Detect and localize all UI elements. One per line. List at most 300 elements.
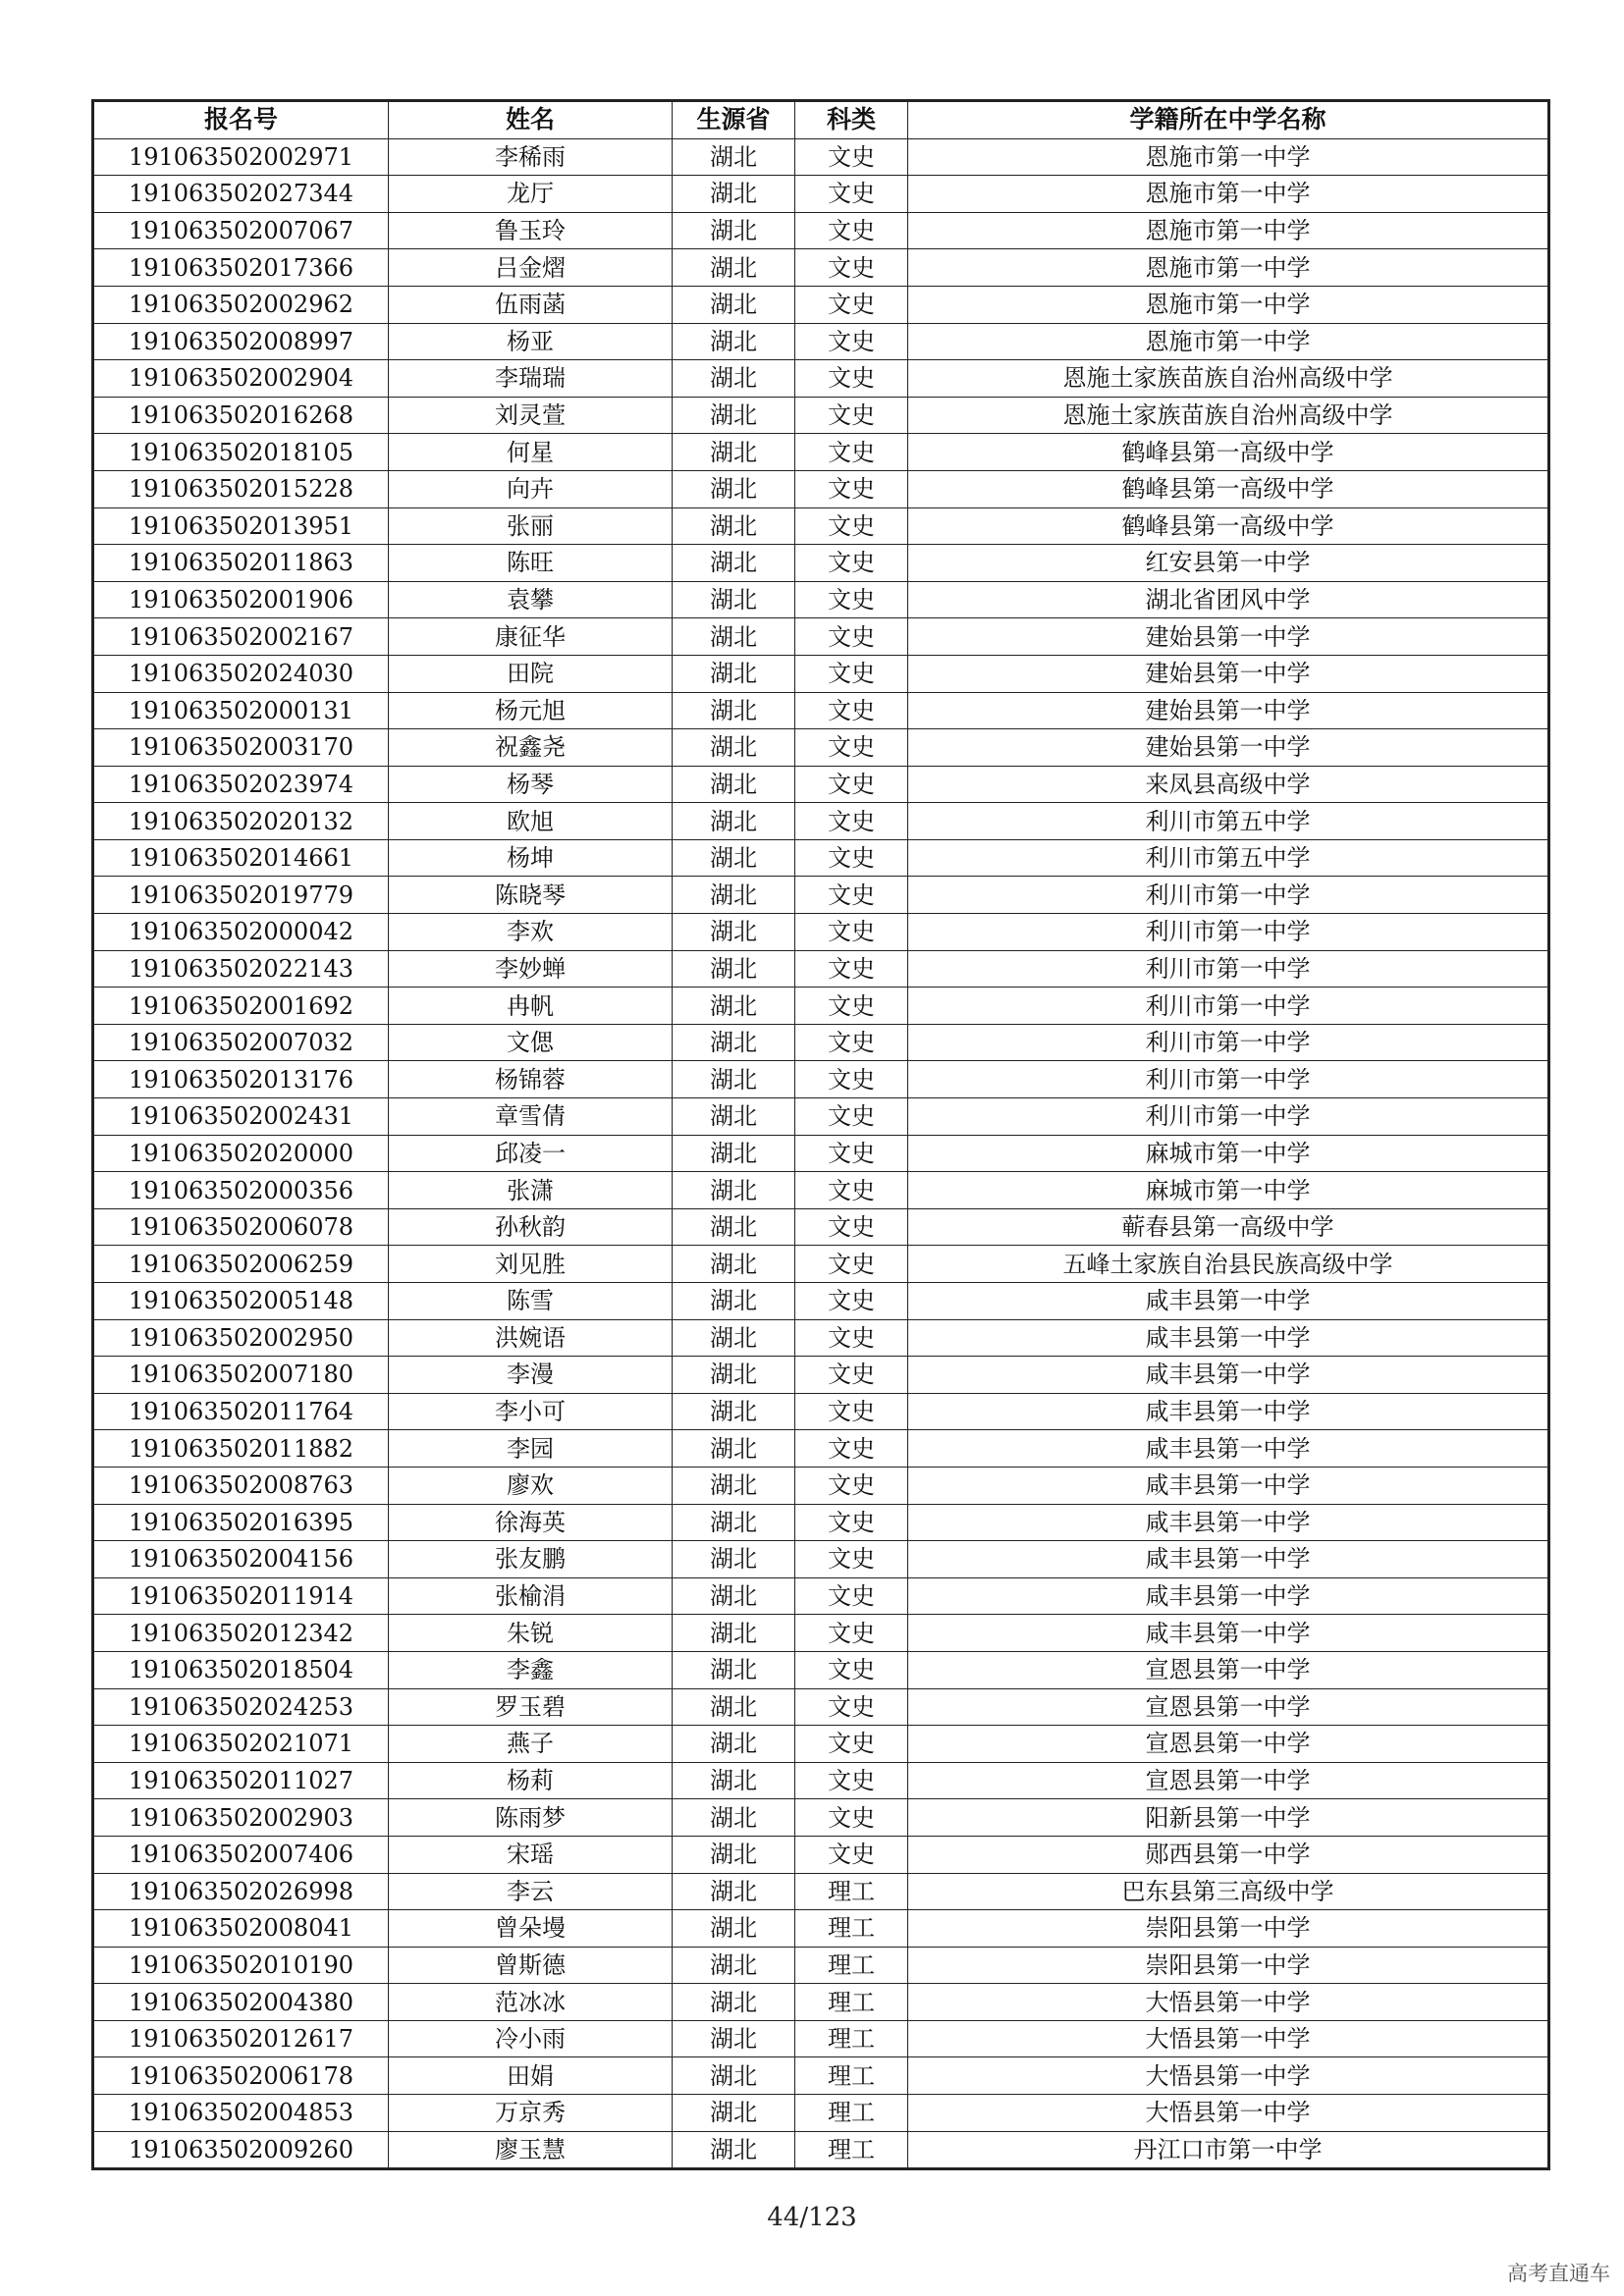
cell-name: 李小可	[389, 1393, 673, 1430]
cell-school: 咸丰县第一中学	[908, 1467, 1549, 1504]
cell-registration-number: 191063502014661	[93, 839, 389, 877]
table-row	[93, 581, 1549, 618]
cell-category: 文史	[795, 397, 908, 434]
table-row	[93, 1430, 1549, 1468]
cell-school: 咸丰县第一中学	[908, 1283, 1549, 1320]
cell-school: 恩施市第一中学	[908, 138, 1549, 176]
cell-category: 文史	[795, 1357, 908, 1394]
cell-name: 伍雨菡	[389, 286, 673, 323]
table-row	[93, 2131, 1549, 2169]
cell-name: 张榆涓	[389, 1577, 673, 1615]
cell-registration-number: 191063502004156	[93, 1541, 389, 1578]
cell-school: 利川市第五中学	[908, 803, 1549, 840]
cell-school: 利川市第一中学	[908, 950, 1549, 988]
cell-registration-number: 191063502024253	[93, 1688, 389, 1726]
header-school: 学籍所在中学名称	[908, 101, 1549, 139]
table-row	[93, 1541, 1549, 1578]
cell-registration-number: 191063502021071	[93, 1726, 389, 1763]
cell-category: 文史	[795, 1283, 908, 1320]
cell-registration-number: 191063502016268	[93, 397, 389, 434]
cell-registration-number: 191063502002962	[93, 286, 389, 323]
cell-registration-number: 191063502017366	[93, 249, 389, 287]
cell-province: 湖北	[673, 1577, 795, 1615]
cell-name: 杨元旭	[389, 692, 673, 729]
cell-province: 湖北	[673, 2057, 795, 2095]
table-row	[93, 988, 1549, 1025]
cell-registration-number: 191063502018504	[93, 1651, 389, 1688]
cell-province: 湖北	[673, 176, 795, 213]
cell-category: 文史	[795, 655, 908, 692]
cell-category: 文史	[795, 1172, 908, 1209]
cell-province: 湖北	[673, 1283, 795, 1320]
cell-registration-number: 191063502002167	[93, 618, 389, 656]
cell-school: 巴东县第三高级中学	[908, 1873, 1549, 1910]
cell-category: 文史	[795, 766, 908, 803]
cell-category: 文史	[795, 434, 908, 471]
header-name: 姓名	[389, 101, 673, 139]
cell-name: 李云	[389, 1873, 673, 1910]
cell-school: 恩施土家族苗族自治州高级中学	[908, 397, 1549, 434]
cell-province: 湖北	[673, 360, 795, 398]
cell-category: 文史	[795, 507, 908, 545]
cell-name: 李妙蝉	[389, 950, 673, 988]
cell-school: 崇阳县第一中学	[908, 1947, 1549, 1984]
table-row	[93, 1135, 1549, 1172]
cell-school: 咸丰县第一中学	[908, 1541, 1549, 1578]
cell-registration-number: 191063502008763	[93, 1467, 389, 1504]
table-row	[93, 1984, 1549, 2021]
table-header	[93, 101, 1549, 139]
cell-name: 陈旺	[389, 545, 673, 582]
table-row	[93, 212, 1549, 249]
table-row	[93, 1910, 1549, 1948]
cell-school: 宣恩县第一中学	[908, 1651, 1549, 1688]
cell-name: 欧旭	[389, 803, 673, 840]
cell-province: 湖北	[673, 286, 795, 323]
cell-province: 湖北	[673, 877, 795, 914]
cell-registration-number: 191063502011764	[93, 1393, 389, 1430]
cell-registration-number: 191063502022143	[93, 950, 389, 988]
header-row	[93, 101, 1549, 139]
cell-name: 曾朵墁	[389, 1910, 673, 1948]
cell-province: 湖北	[673, 988, 795, 1025]
table-row	[93, 655, 1549, 692]
table-row	[93, 1467, 1549, 1504]
cell-registration-number: 191063502004380	[93, 1984, 389, 2021]
cell-province: 湖北	[673, 1541, 795, 1578]
cell-registration-number: 191063502009260	[93, 2131, 389, 2169]
cell-school: 宣恩县第一中学	[908, 1688, 1549, 1726]
cell-province: 湖北	[673, 1246, 795, 1283]
cell-name: 袁攀	[389, 581, 673, 618]
cell-name: 朱锐	[389, 1615, 673, 1652]
cell-category: 文史	[795, 1393, 908, 1430]
table-row	[93, 1246, 1549, 1283]
cell-province: 湖北	[673, 2095, 795, 2132]
cell-category: 理工	[795, 1910, 908, 1948]
cell-registration-number: 191063502011863	[93, 545, 389, 582]
cell-name: 陈雪	[389, 1283, 673, 1320]
cell-category: 理工	[795, 2095, 908, 2132]
cell-registration-number: 191063502024030	[93, 655, 389, 692]
cell-province: 湖北	[673, 323, 795, 360]
table-row	[93, 545, 1549, 582]
cell-name: 张友鹏	[389, 1541, 673, 1578]
cell-school: 利川市第一中学	[908, 877, 1549, 914]
cell-category: 文史	[795, 692, 908, 729]
cell-province: 湖北	[673, 138, 795, 176]
cell-category: 理工	[795, 2057, 908, 2095]
cell-category: 理工	[795, 1873, 908, 1910]
cell-registration-number: 191063502006178	[93, 2057, 389, 2095]
cell-registration-number: 191063502002904	[93, 360, 389, 398]
cell-school: 蕲春县第一高级中学	[908, 1208, 1549, 1246]
cell-name: 杨琴	[389, 766, 673, 803]
cell-school: 建始县第一中学	[908, 618, 1549, 656]
cell-province: 湖北	[673, 1615, 795, 1652]
cell-province: 湖北	[673, 397, 795, 434]
header-province: 生源省	[673, 101, 795, 139]
cell-province: 湖北	[673, 766, 795, 803]
table-row	[93, 1688, 1549, 1726]
cell-category: 文史	[795, 988, 908, 1025]
cell-province: 湖北	[673, 470, 795, 507]
table-row	[93, 249, 1549, 287]
table-row	[93, 1799, 1549, 1837]
cell-registration-number: 191063502026998	[93, 1873, 389, 1910]
cell-name: 邱凌一	[389, 1135, 673, 1172]
cell-name: 陈晓琴	[389, 877, 673, 914]
cell-name: 文偲	[389, 1024, 673, 1061]
cell-province: 湖北	[673, 1135, 795, 1172]
table-row	[93, 1061, 1549, 1098]
cell-name: 罗玉碧	[389, 1688, 673, 1726]
cell-name: 李稀雨	[389, 138, 673, 176]
cell-name: 李漫	[389, 1357, 673, 1394]
cell-province: 湖北	[673, 1984, 795, 2021]
cell-registration-number: 191063502020000	[93, 1135, 389, 1172]
cell-school: 恩施市第一中学	[908, 286, 1549, 323]
cell-school: 麻城市第一中学	[908, 1172, 1549, 1209]
table-row	[93, 434, 1549, 471]
cell-school: 利川市第一中学	[908, 1024, 1549, 1061]
cell-registration-number: 191063502012342	[93, 1615, 389, 1652]
cell-category: 文史	[795, 729, 908, 767]
cell-school: 崇阳县第一中学	[908, 1910, 1549, 1948]
cell-school: 宣恩县第一中学	[908, 1762, 1549, 1799]
table-row	[93, 1836, 1549, 1873]
cell-registration-number: 191063502020132	[93, 803, 389, 840]
cell-registration-number: 191063502000356	[93, 1172, 389, 1209]
cell-province: 湖北	[673, 618, 795, 656]
table-row	[93, 507, 1549, 545]
cell-school: 麻城市第一中学	[908, 1135, 1549, 1172]
cell-category: 文史	[795, 950, 908, 988]
table-row	[93, 1577, 1549, 1615]
table-row	[93, 1208, 1549, 1246]
cell-school: 宣恩县第一中学	[908, 1726, 1549, 1763]
cell-registration-number: 191063502008041	[93, 1910, 389, 1948]
cell-province: 湖北	[673, 1467, 795, 1504]
cell-province: 湖北	[673, 1172, 795, 1209]
cell-name: 燕子	[389, 1726, 673, 1763]
cell-category: 文史	[795, 1726, 908, 1763]
table-row	[93, 2057, 1549, 2095]
cell-province: 湖北	[673, 1836, 795, 1873]
cell-name: 冉帆	[389, 988, 673, 1025]
table-row	[93, 877, 1549, 914]
table-row	[93, 1024, 1549, 1061]
cell-school: 咸丰县第一中学	[908, 1577, 1549, 1615]
cell-province: 湖北	[673, 1357, 795, 1394]
cell-registration-number: 191063502001906	[93, 581, 389, 618]
cell-category: 文史	[795, 286, 908, 323]
table-row	[93, 470, 1549, 507]
header-category: 科类	[795, 101, 908, 139]
table-row	[93, 1098, 1549, 1136]
cell-province: 湖北	[673, 692, 795, 729]
cell-registration-number: 191063502002971	[93, 138, 389, 176]
cell-registration-number: 191063502006078	[93, 1208, 389, 1246]
cell-category: 文史	[795, 803, 908, 840]
cell-name: 杨莉	[389, 1762, 673, 1799]
cell-category: 文史	[795, 1467, 908, 1504]
cell-category: 文史	[795, 470, 908, 507]
table-row	[93, 1393, 1549, 1430]
cell-province: 湖北	[673, 2020, 795, 2057]
cell-school: 五峰土家族自治县民族高级中学	[908, 1246, 1549, 1283]
table-row	[93, 1651, 1549, 1688]
cell-registration-number: 191063502005148	[93, 1283, 389, 1320]
cell-school: 大悟县第一中学	[908, 2095, 1549, 2132]
cell-province: 湖北	[673, 1430, 795, 1468]
cell-category: 文史	[795, 249, 908, 287]
cell-name: 杨坤	[389, 839, 673, 877]
table-row	[93, 1615, 1549, 1652]
cell-school: 建始县第一中学	[908, 692, 1549, 729]
cell-name: 徐海英	[389, 1504, 673, 1541]
table-row	[93, 1319, 1549, 1357]
cell-province: 湖北	[673, 729, 795, 767]
cell-category: 理工	[795, 1947, 908, 1984]
cell-category: 文史	[795, 581, 908, 618]
table-row	[93, 839, 1549, 877]
cell-category: 文史	[795, 1246, 908, 1283]
cell-school: 大悟县第一中学	[908, 2057, 1549, 2095]
cell-school: 恩施市第一中学	[908, 249, 1549, 287]
cell-name: 康征华	[389, 618, 673, 656]
cell-category: 文史	[795, 1504, 908, 1541]
cell-registration-number: 191063502010190	[93, 1947, 389, 1984]
cell-province: 湖北	[673, 1651, 795, 1688]
cell-registration-number: 191063502027344	[93, 176, 389, 213]
cell-school: 咸丰县第一中学	[908, 1357, 1549, 1394]
cell-category: 文史	[795, 1430, 908, 1468]
cell-name: 龙厅	[389, 176, 673, 213]
table-row	[93, 1726, 1549, 1763]
cell-category: 文史	[795, 1615, 908, 1652]
admission-list-table	[91, 99, 1550, 2170]
table-row	[93, 1762, 1549, 1799]
table-row	[93, 692, 1549, 729]
cell-category: 文史	[795, 1577, 908, 1615]
cell-name: 范冰冰	[389, 1984, 673, 2021]
cell-school: 利川市第一中学	[908, 988, 1549, 1025]
cell-province: 湖北	[673, 655, 795, 692]
cell-name: 廖玉慧	[389, 2131, 673, 2169]
cell-name: 廖欢	[389, 1467, 673, 1504]
cell-category: 文史	[795, 914, 908, 951]
cell-name: 刘灵萱	[389, 397, 673, 434]
cell-category: 文史	[795, 1836, 908, 1873]
cell-category: 文史	[795, 212, 908, 249]
table-row	[93, 914, 1549, 951]
cell-school: 恩施市第一中学	[908, 323, 1549, 360]
cell-school: 咸丰县第一中学	[908, 1504, 1549, 1541]
cell-school: 鹤峰县第一高级中学	[908, 507, 1549, 545]
cell-name: 何星	[389, 434, 673, 471]
table-row	[93, 803, 1549, 840]
cell-province: 湖北	[673, 1504, 795, 1541]
cell-category: 文史	[795, 1651, 908, 1688]
table-row	[93, 2095, 1549, 2132]
cell-name: 鲁玉玲	[389, 212, 673, 249]
cell-province: 湖北	[673, 950, 795, 988]
cell-registration-number: 191063502000042	[93, 914, 389, 951]
cell-province: 湖北	[673, 914, 795, 951]
cell-province: 湖北	[673, 2131, 795, 2169]
cell-category: 文史	[795, 1024, 908, 1061]
cell-province: 湖北	[673, 803, 795, 840]
cell-province: 湖北	[673, 1726, 795, 1763]
cell-name: 田院	[389, 655, 673, 692]
cell-registration-number: 191063502018105	[93, 434, 389, 471]
cell-name: 章雪倩	[389, 1098, 673, 1136]
cell-category: 文史	[795, 1799, 908, 1837]
cell-registration-number: 191063502002431	[93, 1098, 389, 1136]
cell-province: 湖北	[673, 434, 795, 471]
table-row	[93, 286, 1549, 323]
header-registration-number: 报名号	[93, 101, 389, 139]
cell-school: 恩施市第一中学	[908, 212, 1549, 249]
cell-province: 湖北	[673, 1393, 795, 1430]
cell-name: 李欢	[389, 914, 673, 951]
cell-school: 丹江口市第一中学	[908, 2131, 1549, 2169]
cell-school: 咸丰县第一中学	[908, 1430, 1549, 1468]
cell-school: 湖北省团风中学	[908, 581, 1549, 618]
table-row	[93, 1172, 1549, 1209]
cell-name: 李瑞瑞	[389, 360, 673, 398]
cell-category: 文史	[795, 1061, 908, 1098]
cell-school: 咸丰县第一中学	[908, 1319, 1549, 1357]
cell-school: 恩施土家族苗族自治州高级中学	[908, 360, 1549, 398]
cell-name: 曾斯德	[389, 1947, 673, 1984]
table-row	[93, 176, 1549, 213]
table-row	[93, 1947, 1549, 1984]
cell-registration-number: 191063502004853	[93, 2095, 389, 2132]
cell-province: 湖北	[673, 1319, 795, 1357]
cell-registration-number: 191063502006259	[93, 1246, 389, 1283]
cell-category: 文史	[795, 1208, 908, 1246]
table-row	[93, 729, 1549, 767]
cell-registration-number: 191063502011882	[93, 1430, 389, 1468]
cell-category: 文史	[795, 1098, 908, 1136]
cell-name: 万京秀	[389, 2095, 673, 2132]
table-row	[93, 1283, 1549, 1320]
table-row	[93, 618, 1549, 656]
cell-category: 理工	[795, 2131, 908, 2169]
cell-category: 文史	[795, 360, 908, 398]
cell-school: 红安县第一中学	[908, 545, 1549, 582]
table-row	[93, 397, 1549, 434]
table-row	[93, 766, 1549, 803]
cell-registration-number: 191063502012617	[93, 2020, 389, 2057]
cell-category: 文史	[795, 877, 908, 914]
cell-registration-number: 191063502001692	[93, 988, 389, 1025]
cell-province: 湖北	[673, 507, 795, 545]
cell-registration-number: 191063502002903	[93, 1799, 389, 1837]
cell-category: 文史	[795, 176, 908, 213]
cell-registration-number: 191063502007067	[93, 212, 389, 249]
cell-category: 文史	[795, 618, 908, 656]
cell-school: 大悟县第一中学	[908, 1984, 1549, 2021]
cell-school: 利川市第一中学	[908, 1061, 1549, 1098]
cell-name: 冷小雨	[389, 2020, 673, 2057]
cell-school: 来凤县高级中学	[908, 766, 1549, 803]
cell-category: 理工	[795, 1984, 908, 2021]
cell-school: 郧西县第一中学	[908, 1836, 1549, 1873]
cell-school: 利川市第一中学	[908, 1098, 1549, 1136]
cell-province: 湖北	[673, 581, 795, 618]
cell-name: 刘见胜	[389, 1246, 673, 1283]
table-row	[93, 1873, 1549, 1910]
cell-registration-number: 191063502023974	[93, 766, 389, 803]
cell-registration-number: 191063502011914	[93, 1577, 389, 1615]
cell-category: 文史	[795, 323, 908, 360]
cell-registration-number: 191063502008997	[93, 323, 389, 360]
cell-school: 建始县第一中学	[908, 655, 1549, 692]
cell-school: 利川市第五中学	[908, 839, 1549, 877]
cell-school: 咸丰县第一中学	[908, 1393, 1549, 1430]
page-number: 44/123	[767, 2203, 857, 2232]
cell-name: 吕金熠	[389, 249, 673, 287]
cell-province: 湖北	[673, 1098, 795, 1136]
cell-category: 文史	[795, 1319, 908, 1357]
cell-registration-number: 191063502013951	[93, 507, 389, 545]
cell-school: 大悟县第一中学	[908, 2020, 1549, 2057]
cell-name: 张丽	[389, 507, 673, 545]
cell-name: 祝鑫尧	[389, 729, 673, 767]
cell-province: 湖北	[673, 1762, 795, 1799]
cell-province: 湖北	[673, 1947, 795, 1984]
cell-school: 恩施市第一中学	[908, 176, 1549, 213]
cell-category: 文史	[795, 138, 908, 176]
cell-registration-number: 191063502011027	[93, 1762, 389, 1799]
cell-name: 李园	[389, 1430, 673, 1468]
cell-school: 阳新县第一中学	[908, 1799, 1549, 1837]
cell-registration-number: 191063502007180	[93, 1357, 389, 1394]
cell-school: 建始县第一中学	[908, 729, 1549, 767]
table-row	[93, 1357, 1549, 1394]
cell-name: 向卉	[389, 470, 673, 507]
cell-school: 咸丰县第一中学	[908, 1615, 1549, 1652]
cell-province: 湖北	[673, 1799, 795, 1837]
cell-category: 文史	[795, 545, 908, 582]
cell-name: 李鑫	[389, 1651, 673, 1688]
cell-registration-number: 191063502015228	[93, 470, 389, 507]
cell-school: 利川市第一中学	[908, 914, 1549, 951]
cell-province: 湖北	[673, 212, 795, 249]
